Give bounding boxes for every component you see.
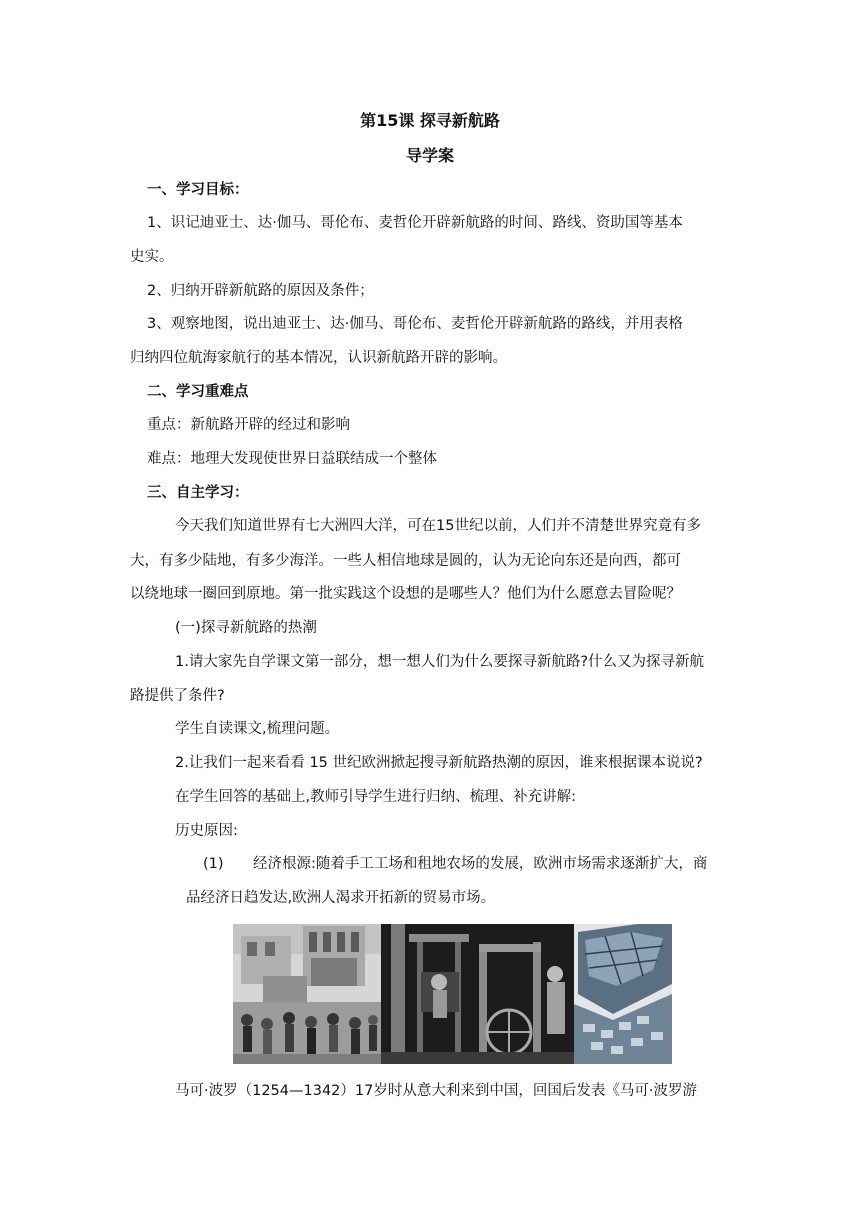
teacher-guidance: 在学生回答的基础上,教师引导学生进行归纳、梳理、补充讲解: xyxy=(175,789,576,805)
objective-3-line1: 3、观察地图，说出迪亚士、达·伽马、哥伦布、麦哲伦开辟新航路的路线，并用表格 xyxy=(147,316,683,332)
intro-line-2: 大，有多少陆地，有多少海洋。一些人相信地球是圆的，认为无论向东还是向西，都可 xyxy=(130,553,681,569)
question-1-line1: 1.请大家先自学课文第一部分，想一想人们为什么要探寻新航路?什么又为探寻新航 xyxy=(175,654,705,670)
intro-line-3: 以绕地球一圈回到原地。第一批实践这个设想的是哪些人？他们为什么愿意去冒险呢？ xyxy=(130,586,681,602)
question-2: 2.让我们一起来看看 15 世纪欧洲掀起搜寻新航路热潮的原因，谁来根据课本说说? xyxy=(175,755,703,771)
objective-1-line1: 1、识记迪亚士、达·伽马、哥伦布、麦哲伦开辟新航路的时间、路线、资助国等基本 xyxy=(147,215,683,231)
section-heading-objectives: 一、学习目标： xyxy=(147,182,249,198)
objective-3-line2: 归纳四位航海家航行的基本情况，认识新航路开辟的影响。 xyxy=(130,350,507,366)
student-reading-note: 学生自读课文,梳理问题。 xyxy=(175,721,340,737)
difficulty-point: 难点：地理大发现使世界日益联结成一个整体 xyxy=(147,451,437,467)
subsection-title: (一)探寻新航路的热潮 xyxy=(175,620,317,636)
history-reason-label: 历史原因: xyxy=(175,823,238,839)
question-1-line2: 路提供了条件? xyxy=(130,688,225,704)
lesson-title: 第15课 探寻新航路 xyxy=(360,111,500,130)
town-map-image xyxy=(574,924,672,1064)
intro-line-1: 今天我们知道世界有七大洲四大洋，可在15世纪以前，人们并不清楚世界究竟有多 xyxy=(175,518,701,534)
workshop-image xyxy=(381,924,574,1064)
historical-illustrations xyxy=(233,924,672,1064)
marco-polo-line: 马可·波罗（1254—1342）17岁时从意大利来到中国，回国后发表《马可·波罗游 xyxy=(175,1083,697,1099)
market-engraving-image xyxy=(233,924,381,1064)
section-heading-key-points: 二、学习重难点 xyxy=(147,384,249,400)
reason-1-line2: 品经济日趋发达,欧洲人渴求开拓新的贸易市场。 xyxy=(186,890,496,906)
key-point: 重点：新航路开辟的经过和影响 xyxy=(147,417,350,433)
objective-2: 2、归纳开辟新航路的原因及条件； xyxy=(147,283,374,299)
reason-1-line1: 经济根源:随着手工工场和租地农场的发展，欧洲市场需求逐渐扩大，商 xyxy=(253,856,708,872)
section-heading-self-study: 三、自主学习： xyxy=(147,485,249,501)
subtitle: 导学案 xyxy=(405,146,454,165)
reason-1-number: (1) xyxy=(203,856,224,872)
objective-1-line2: 史实。 xyxy=(130,249,174,265)
